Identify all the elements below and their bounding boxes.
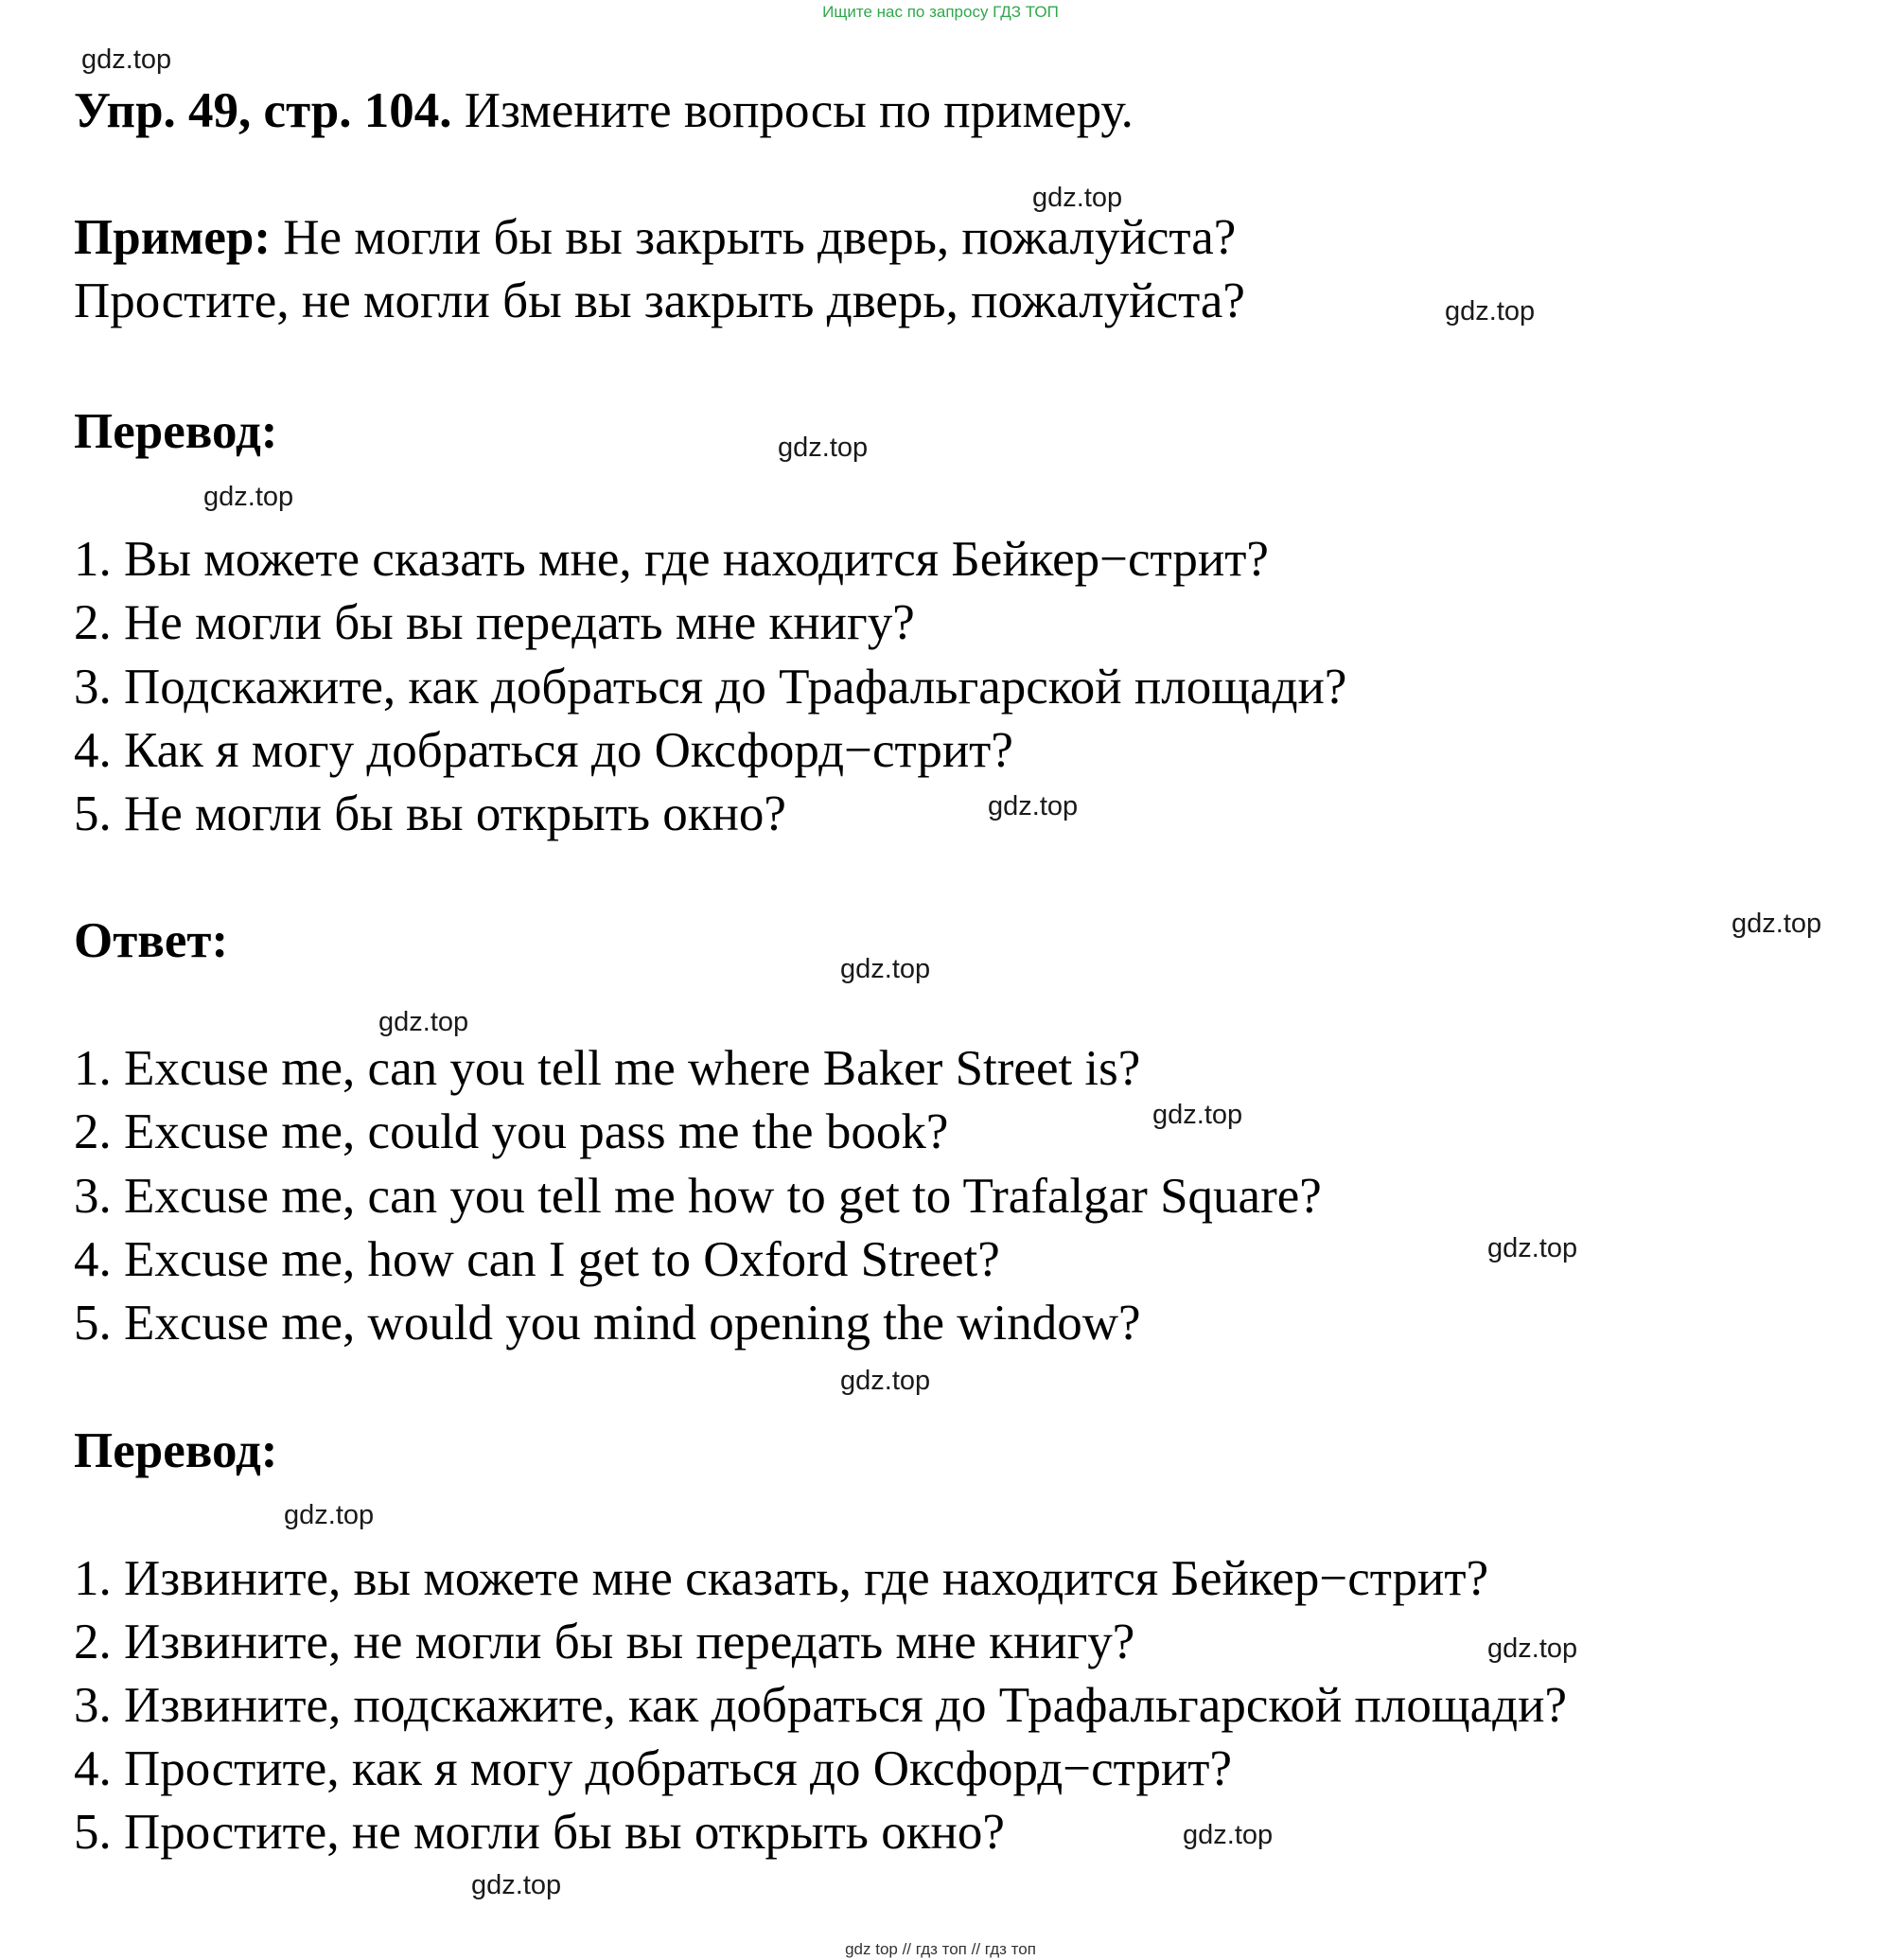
list-item: 5. Простите, не могли бы вы открыть окно? (74, 1805, 1005, 1860)
watermark: gdz.top (1487, 1633, 1578, 1664)
list-item: 1. Извините, вы можете мне сказать, где находится Бейкер−стрит? (74, 1551, 1489, 1606)
watermark: gdz.top (203, 482, 294, 512)
list-item: 1. Вы можете сказать мне, где находится Бейкер−стрит? (74, 532, 1269, 587)
answer-heading: Ответ: (74, 913, 229, 968)
list-item: 5. Excuse me, would you mind opening the window? (74, 1296, 1141, 1351)
search-banner[interactable]: Ищите нас по запросу ГДЗ ТОП (822, 3, 1059, 21)
watermark: gdz.top (81, 44, 172, 75)
watermark: gdz.top (778, 433, 869, 463)
list-item: 1. Excuse me, can you tell me where Baker Street is? (74, 1041, 1141, 1096)
list-item: 2. Не могли бы вы передать мне книгу? (74, 595, 915, 650)
watermark: gdz.top (378, 1007, 469, 1037)
exercise-number: Упр. 49, стр. 104. (74, 83, 452, 138)
watermark: gdz.top (1032, 183, 1123, 213)
watermark: gdz.top (1487, 1233, 1578, 1263)
list-item: 2. Извините, не могли бы вы передать мне книгу? (74, 1615, 1135, 1669)
watermark: gdz.top (471, 1870, 562, 1900)
watermark: gdz.top (1183, 1820, 1274, 1850)
watermark: gdz.top (988, 791, 1079, 821)
watermark: gdz.top (840, 954, 931, 984)
footer-links[interactable]: gdz top // гдз топ // гдз топ (845, 1940, 1036, 1958)
list-item: 3. Подскажите, как добраться до Трафальгарской площади? (74, 660, 1347, 715)
watermark: gdz.top (1152, 1100, 1243, 1130)
translation-heading: Перевод: (74, 1423, 278, 1478)
example-line (74, 208, 1236, 269)
list-item: 3. Excuse me, can you tell me how to get to Trafalgar Square? (74, 1169, 1322, 1224)
list-item: 4. Простите, как я могу добраться до Оксфорд−стрит? (74, 1741, 1232, 1796)
list-item: 4. Как я могу добраться до Оксфорд−стрит? (74, 723, 1013, 778)
example-label: Пример: (74, 210, 271, 265)
exercise-instruction: Измените вопросы по примеру. (464, 83, 1134, 138)
exercise-title (74, 81, 1134, 142)
watermark: gdz.top (840, 1366, 931, 1396)
list-item: 5. Не могли бы вы открыть окно? (74, 786, 786, 841)
example-question: Не могли бы вы закрыть дверь, пожалуйста? (283, 210, 1237, 265)
example-answer: Простите, не могли бы вы закрыть дверь, пожалуйста? (74, 274, 1245, 328)
translation-heading: Перевод: (74, 404, 278, 459)
list-item: 3. Извините, подскажите, как добраться до Трафальгарской площади? (74, 1678, 1568, 1733)
list-item: 4. Excuse me, how can I get to Oxford Street? (74, 1232, 1000, 1287)
list-item: 2. Excuse me, could you pass me the book? (74, 1104, 949, 1159)
watermark: gdz.top (284, 1500, 375, 1530)
watermark: gdz.top (1732, 909, 1822, 939)
watermark: gdz.top (1445, 296, 1536, 327)
